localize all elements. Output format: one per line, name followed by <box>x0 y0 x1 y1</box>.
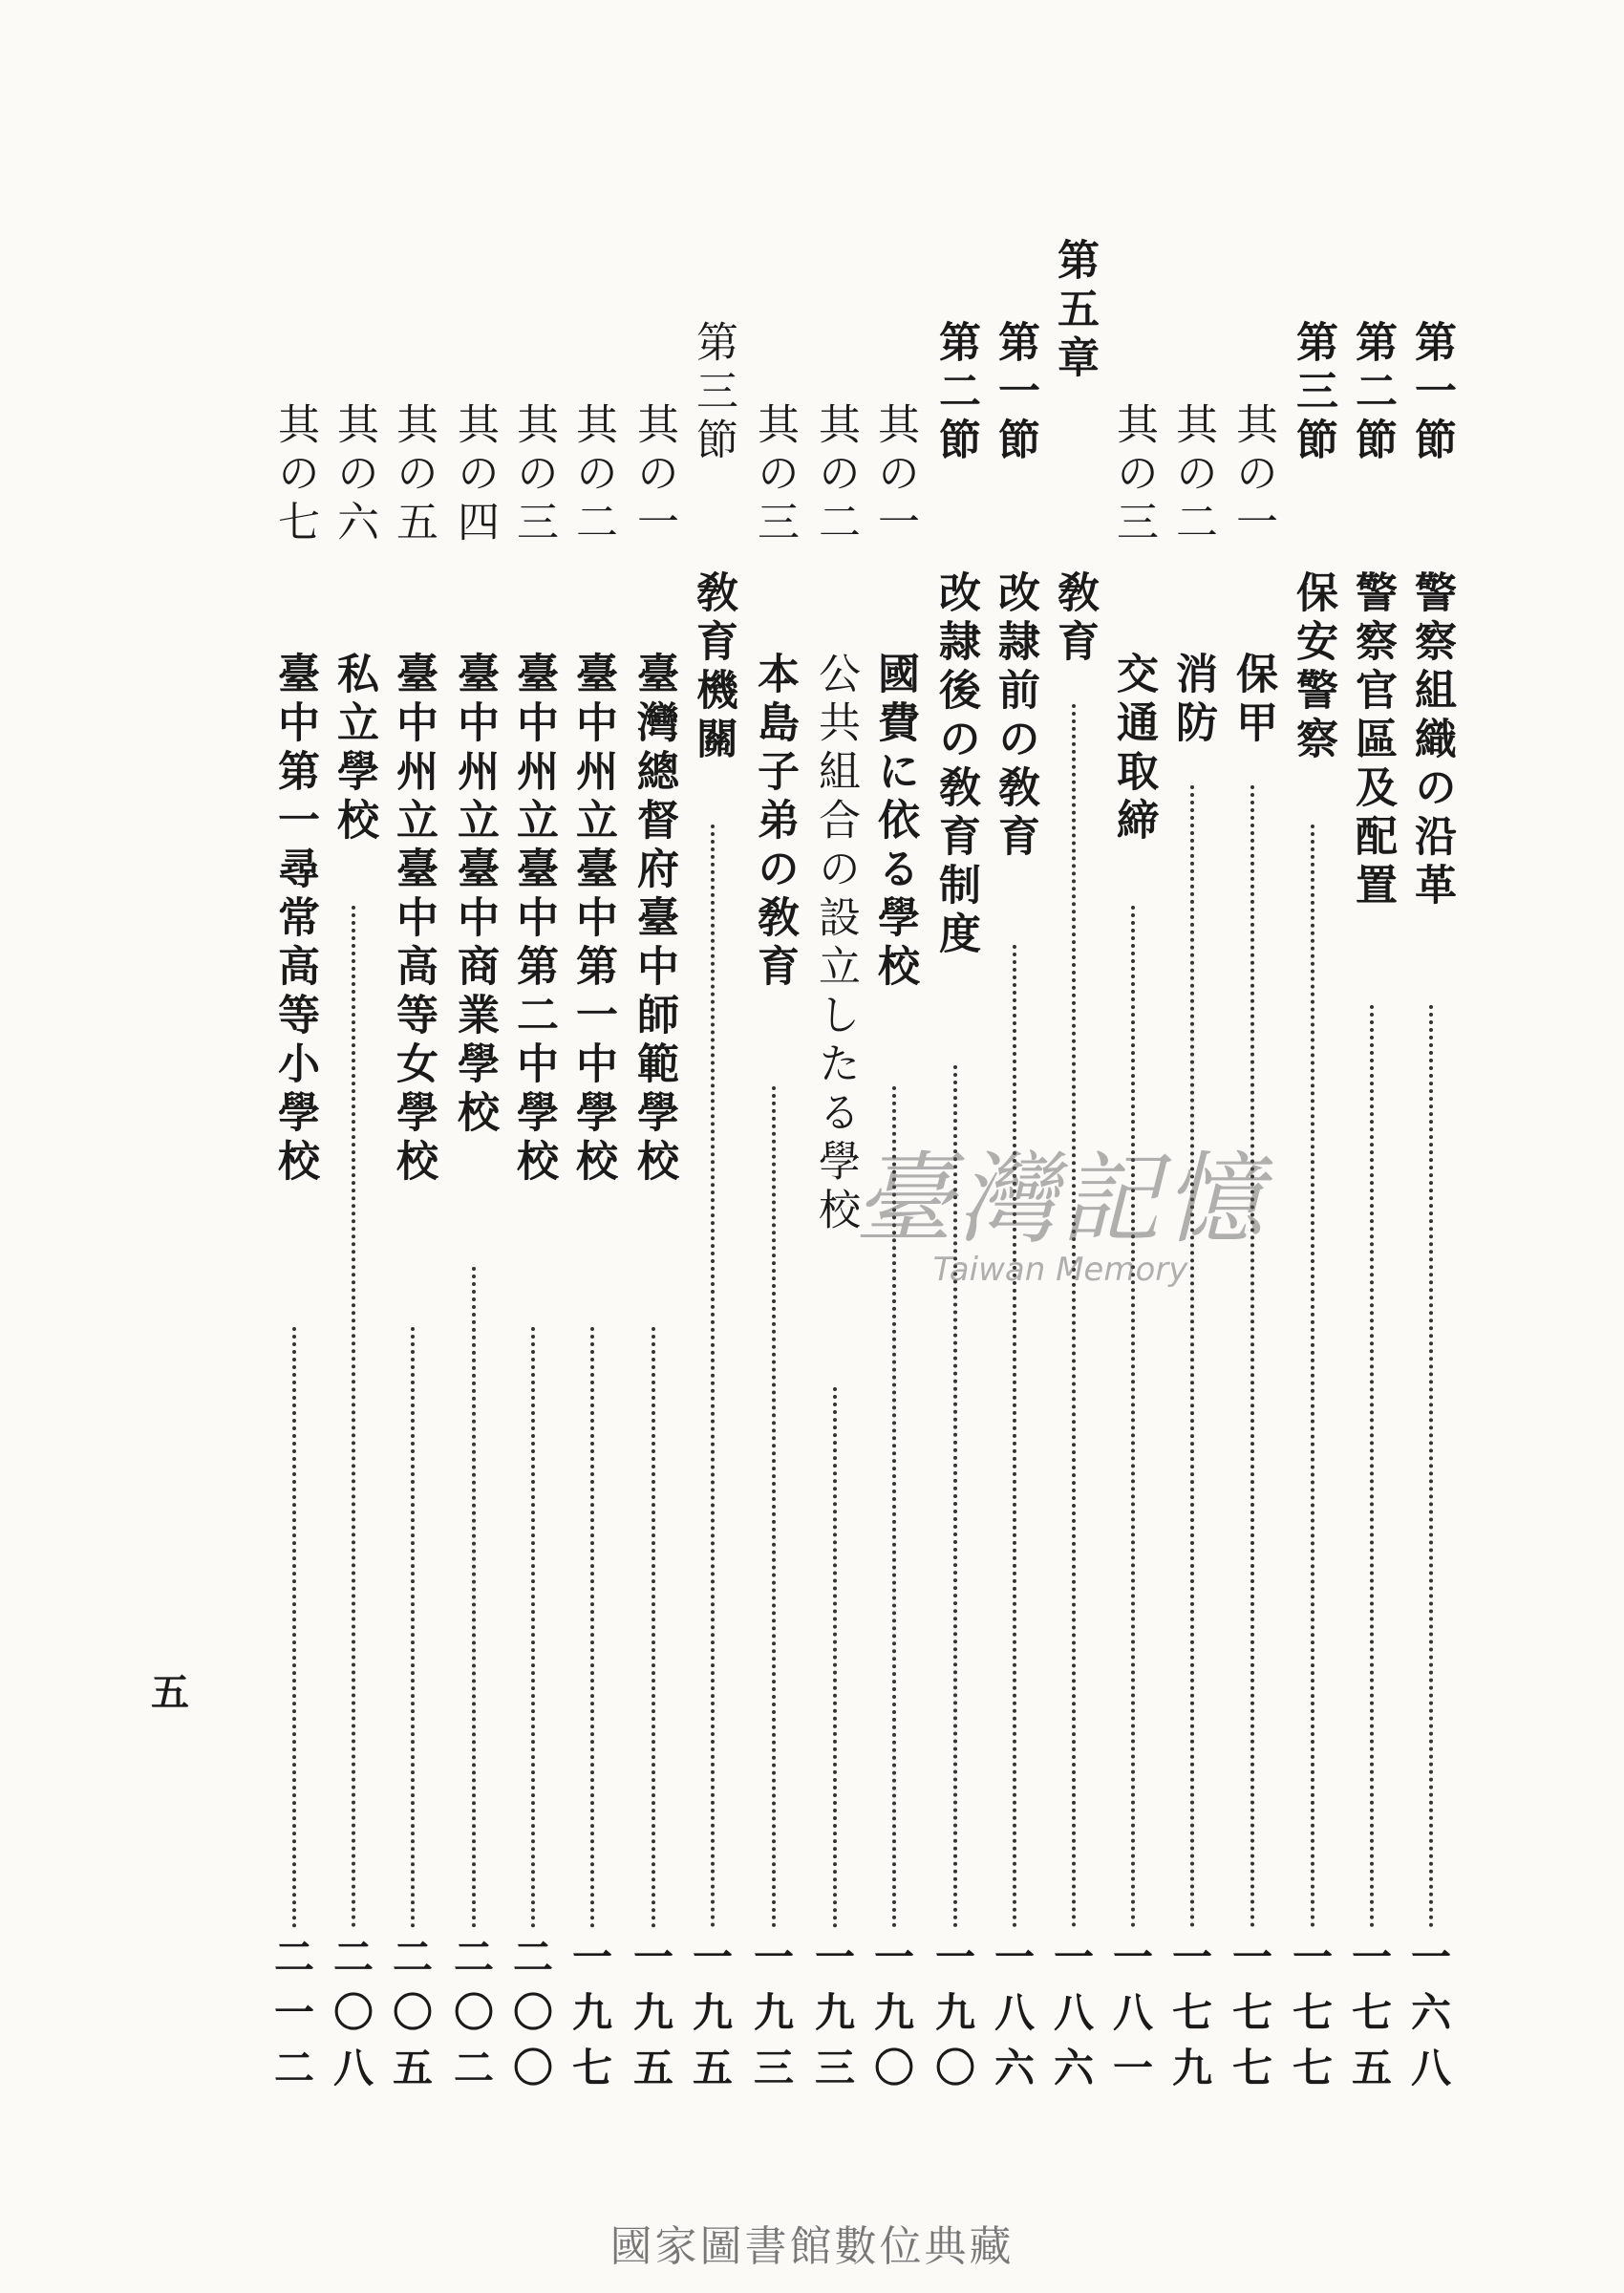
page-folio-number: 五 <box>151 1670 189 1715</box>
page-number-digit: 〇 <box>392 1989 433 2036</box>
toc-leader-dots <box>472 1267 476 1928</box>
toc-entry-label: 其の三 <box>1109 402 1158 548</box>
toc-entry-page-number <box>1165 1930 1219 2096</box>
page-number-digit: 一 <box>814 1934 855 1981</box>
page-number-digit: 二 <box>332 1934 374 1981</box>
toc-leader-dots <box>1311 825 1314 1928</box>
page-number-digit: 〇 <box>934 2045 975 2091</box>
page-number-digit: 八 <box>994 1989 1035 2036</box>
page-number-digit: 一 <box>1231 1934 1272 1981</box>
page-number-digit: 〇 <box>332 1989 374 2036</box>
toc-entry-page-number <box>1106 1930 1160 2096</box>
toc-entry-label: 第二節 <box>931 320 980 466</box>
toc-entry-page-number <box>867 1930 921 2096</box>
toc-entry-label: 其の一 <box>870 402 919 548</box>
page-number-digit: 二 <box>453 2045 494 2091</box>
toc-entry-page-number <box>386 1930 439 2096</box>
toc-entry-title: 敎育機關 <box>689 570 737 765</box>
toc-entry-page-number <box>808 1930 862 2096</box>
toc-entry <box>506 0 560 2293</box>
toc-entry-label: 第三節 <box>689 320 737 466</box>
toc-entry-page-number <box>1226 1930 1279 2096</box>
page-number-digit: 〇 <box>512 1989 553 2036</box>
library-footer: 國家圖書館數位典藏 <box>609 2222 1015 2271</box>
toc-leader-dots <box>531 1327 535 1928</box>
page-number-digit: 〇 <box>453 1989 494 2036</box>
toc-entry-title: 國費に依る學校 <box>870 652 919 993</box>
page-number-digit: 二 <box>273 2045 314 2091</box>
page-number-digit: 一 <box>753 1934 794 1981</box>
toc-entry-title: 臺中州立臺中第一中學校 <box>568 652 617 1188</box>
toc-entry <box>686 0 739 2293</box>
toc-entry-title: 交通取締 <box>1109 652 1158 846</box>
watermark-logo <box>802 1142 1318 1289</box>
toc-entry-page-number <box>447 1930 501 2096</box>
toc-entry-page-number <box>686 1930 739 2096</box>
page-number-digit: 二 <box>392 1934 433 1981</box>
toc-entry-page-number <box>1047 1930 1100 2096</box>
page-number-digit: 一 <box>1410 1934 1451 1981</box>
page-number-digit: 八 <box>1053 1989 1094 2036</box>
toc-leader-dots <box>652 1327 655 1928</box>
page-number-digit: 七 <box>1171 1989 1212 2036</box>
toc-entry-label: 第一節 <box>1407 320 1456 466</box>
page-number-digit: 九 <box>692 1989 733 2036</box>
toc-entry <box>447 0 501 2293</box>
toc-entry-title: 警察組織の沿革 <box>1407 570 1456 911</box>
toc-entry-title: 消防 <box>1168 652 1217 749</box>
toc-entry <box>386 0 439 2293</box>
page-number-digit: 七 <box>1292 2045 1333 2091</box>
page-number-digit: 六 <box>1053 2045 1094 2091</box>
page-number-digit: 一 <box>1112 2045 1153 2091</box>
page-number-digit: 一 <box>934 1934 975 1981</box>
toc-entry-page-number <box>929 1930 982 2096</box>
toc-leader-dots <box>1429 1005 1433 1928</box>
toc-entry-title: 臺中州立臺中第二中學校 <box>509 652 558 1188</box>
page-number-digit: 六 <box>1410 1989 1451 2036</box>
page-number-digit: 一 <box>1053 1934 1094 1981</box>
toc-entry-label: 其の四 <box>450 402 499 548</box>
page-number-digit: 〇 <box>873 2045 914 2091</box>
page-number-digit: 七 <box>1231 1989 1272 2036</box>
toc-entry-label: 其の二 <box>568 402 617 548</box>
toc-entry-label: 其の五 <box>389 402 438 548</box>
page-number-digit: 六 <box>994 2045 1035 2091</box>
page-number-digit: 九 <box>873 1989 914 2036</box>
toc-entry-label: 第五章 <box>1050 238 1099 384</box>
toc-entry-title: 保安警察 <box>1289 570 1337 765</box>
toc-entry-title: 敎育 <box>1050 570 1099 668</box>
toc-entry <box>327 0 380 2293</box>
toc-entry-title: 臺灣總督府臺中師範學校 <box>630 652 678 1188</box>
page-number-digit: 一 <box>692 1934 733 1981</box>
page-number-digit: 二 <box>273 1934 314 1981</box>
page-number-digit: 五 <box>392 2045 433 2091</box>
toc-entry <box>1345 0 1399 2293</box>
toc-entry-page-number <box>1345 1930 1399 2096</box>
page-number-digit: 一 <box>632 1934 673 1981</box>
page-number-digit: 七 <box>1292 1989 1333 2036</box>
watermark-chinese-text: 臺灣記憶 <box>853 1141 1267 1257</box>
page-number-digit: 一 <box>1292 1934 1333 1981</box>
page-number-digit: 〇 <box>512 2045 553 2091</box>
toc-entry <box>566 0 619 2293</box>
page-number-digit: 一 <box>273 1989 314 2036</box>
toc-leader-dots <box>352 906 355 1928</box>
toc-entry-label: 其の一 <box>1229 402 1277 548</box>
page-number-digit: 一 <box>994 1934 1035 1981</box>
toc-entry-title: 改隷後の敎育制度 <box>931 570 980 960</box>
toc-entry-page-number <box>627 1930 680 2096</box>
toc-leader-dots <box>1013 945 1016 1928</box>
toc-entry-label: 第三節 <box>1289 320 1337 466</box>
toc-entry-page-number <box>1286 1930 1339 2096</box>
toc-entry <box>1404 0 1458 2293</box>
page-number-digit: 二 <box>453 1934 494 1981</box>
toc-entry-label: 其の二 <box>1168 402 1217 548</box>
toc-entry-label: 其の一 <box>630 402 678 548</box>
page-number-digit: 八 <box>1112 1989 1153 2036</box>
toc-entry-label: 其の六 <box>330 402 378 548</box>
page-number-digit: 一 <box>1171 1934 1212 1981</box>
toc-entry-title: 警察官區及配置 <box>1348 570 1397 911</box>
page-number-digit: 九 <box>753 1989 794 2036</box>
toc-leader-dots <box>772 1086 776 1928</box>
page-number-digit: 一 <box>1112 1934 1153 1981</box>
page-number-digit: 五 <box>632 2045 673 2091</box>
toc-leader-dots <box>833 1387 837 1928</box>
toc-entry-title: 臺中州立臺中高等女學校 <box>389 652 438 1188</box>
page-number-digit: 七 <box>1231 2045 1272 2091</box>
toc-entry <box>627 0 680 2293</box>
toc-entry-page-number <box>327 1930 380 2096</box>
page-number-digit: 一 <box>873 1934 914 1981</box>
page-number-digit: 九 <box>934 1989 975 2036</box>
toc-entry-title: 改隷前の敎育 <box>991 570 1039 863</box>
toc-entry-page-number <box>1404 1930 1458 2096</box>
page-number-digit: 三 <box>814 2045 855 2091</box>
toc-leader-dots <box>1131 906 1135 1928</box>
toc-entry-title: 公共組合の設立したる學校 <box>811 652 860 1236</box>
toc-leader-dots <box>590 1327 594 1928</box>
toc-entry-page-number <box>988 1930 1041 2096</box>
toc-entry-page-number <box>267 1930 321 2096</box>
toc-entry-page-number <box>506 1930 560 2096</box>
page-number-digit: 九 <box>571 1989 612 2036</box>
watermark-english-text: Taiwan Memory <box>932 1251 1188 1289</box>
page-number-digit: 五 <box>1351 2045 1392 2091</box>
page-number-digit: 二 <box>512 1934 553 1981</box>
page-number-digit: 九 <box>1171 2045 1212 2091</box>
toc-entry-title: 臺中第一尋常高等小學校 <box>270 652 319 1188</box>
toc-entry-label: 第二節 <box>1348 320 1397 466</box>
page-number-digit: 七 <box>571 2045 612 2091</box>
toc-leader-dots <box>411 1327 415 1928</box>
toc-entry-title: 私立學校 <box>330 652 378 846</box>
page-number-digit: 一 <box>571 1934 612 1981</box>
toc-entry-label: 其の三 <box>509 402 558 548</box>
toc-leader-dots <box>1250 785 1254 1928</box>
page-number-digit: 七 <box>1351 1989 1392 2036</box>
page-number-digit: 五 <box>692 2045 733 2091</box>
toc-entry-label: 其の七 <box>270 402 319 548</box>
toc-leader-dots <box>711 825 715 1928</box>
toc-entry-label: 其の二 <box>811 402 860 548</box>
toc-entry-title: 保甲 <box>1229 652 1277 749</box>
toc-entry-page-number <box>566 1930 619 2096</box>
toc-entry-label: 其の三 <box>750 402 799 548</box>
toc-entry-label: 第一節 <box>991 320 1039 466</box>
toc-entry-title: 本島子弟の敎育 <box>750 652 799 993</box>
page-number-digit: 八 <box>332 2045 374 2091</box>
toc-entry <box>747 0 801 2293</box>
page-number-digit: 一 <box>1351 1934 1392 1981</box>
toc-entry-title: 臺中州立臺中商業學校 <box>450 652 499 1139</box>
toc-entry <box>267 0 321 2293</box>
page-number-digit: 九 <box>814 1989 855 2036</box>
toc-entry-page-number <box>747 1930 801 2096</box>
toc-leader-dots <box>1190 785 1194 1928</box>
toc-leader-dots <box>1072 704 1076 1928</box>
page-number-digit: 九 <box>632 1989 673 2036</box>
toc-leader-dots <box>292 1327 296 1928</box>
page-number-digit: 八 <box>1410 2045 1451 2091</box>
page-number-digit: 三 <box>753 2045 794 2091</box>
toc-leader-dots <box>1370 1005 1374 1928</box>
